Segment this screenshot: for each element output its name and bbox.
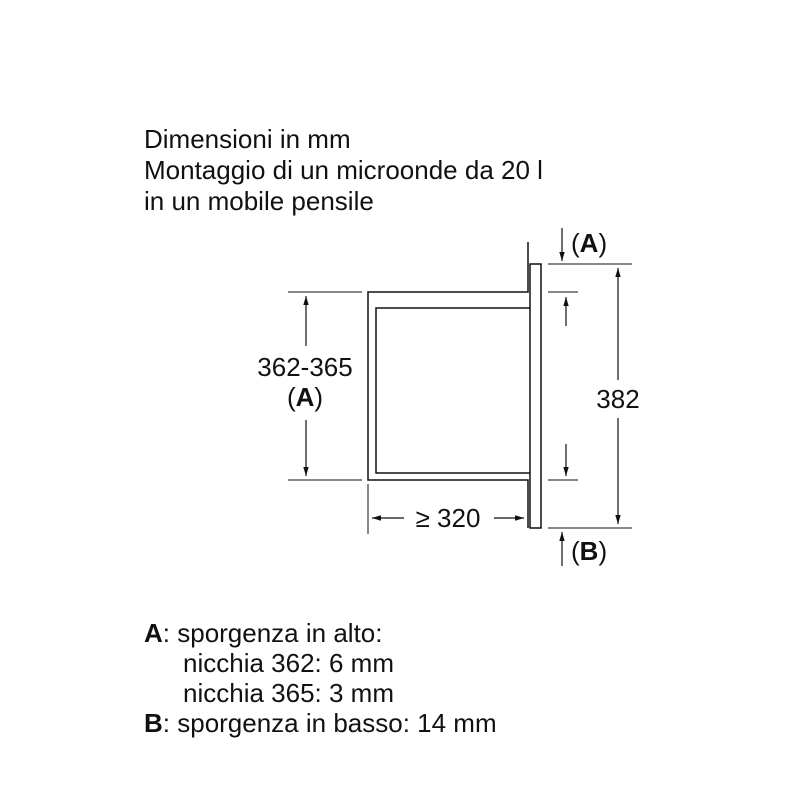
legend-row-a-niche-362: nicchia 362: 6 mm <box>183 648 394 678</box>
legend-text-b: : sporgenza in basso: 14 mm <box>162 708 497 738</box>
legend-key-a: A <box>144 618 163 648</box>
niche-height-note-a: (A) <box>286 382 324 412</box>
legend <box>144 618 497 738</box>
legend-row-a <box>144 618 497 648</box>
top-protrusion-label: (A) <box>571 228 608 258</box>
legend-key-b: B <box>144 708 163 738</box>
legend-row-b <box>144 708 497 738</box>
total-height-label: 382 <box>596 384 640 414</box>
microwave-front-panel <box>530 264 541 528</box>
legend-row-a-niche-365: nicchia 365: 3 mm <box>183 678 394 708</box>
cabinet-outline <box>368 242 528 528</box>
title-line-1: Dimensioni in mm <box>144 124 351 154</box>
bottom-protrusion-label: (B) <box>571 536 608 566</box>
niche-height-label: 362-365 <box>257 352 353 382</box>
title-line-3: in un mobile pensile <box>144 186 374 216</box>
microwave-body <box>376 308 530 473</box>
niche-depth-label: ≥ 320 <box>415 503 481 533</box>
title-line-2: Montaggio di un microonde da 20 l <box>144 155 543 185</box>
legend-text-a: : sporgenza in alto: <box>162 618 383 648</box>
